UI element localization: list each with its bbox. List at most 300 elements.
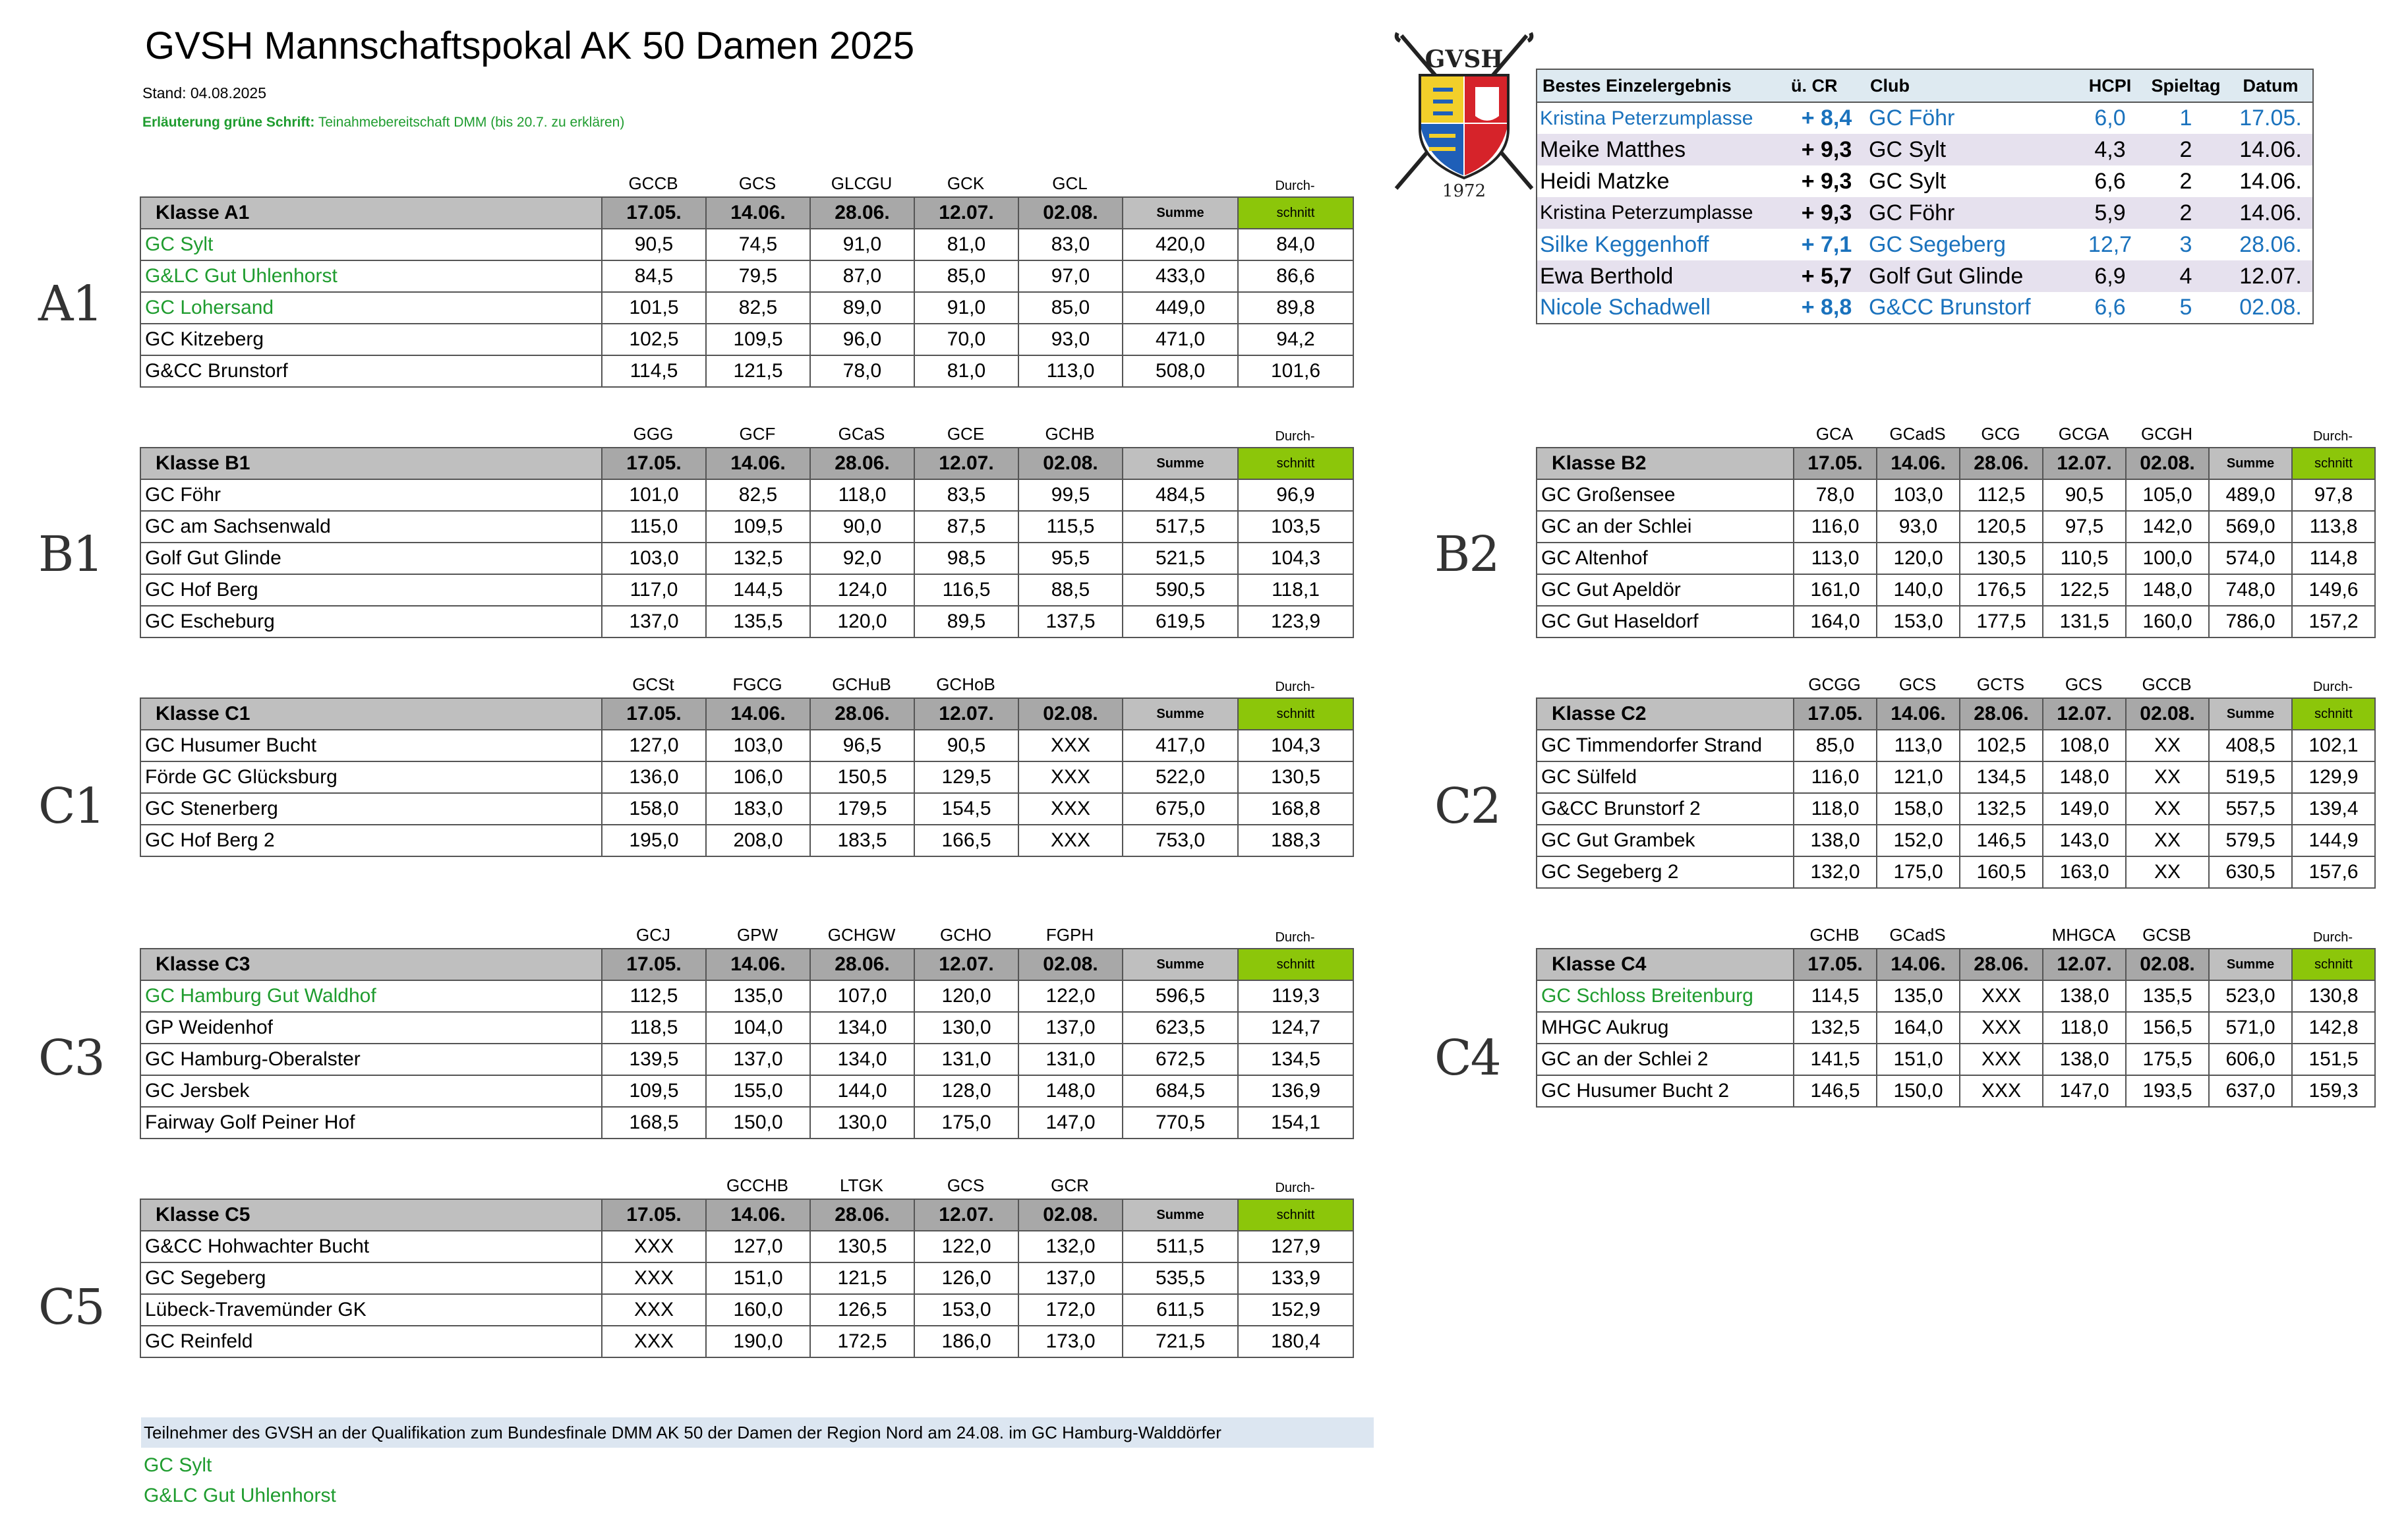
score-cell: 120,0 [1877, 543, 1960, 574]
class-table-c4 [1536, 916, 2376, 1108]
class-table-c3 [140, 916, 1354, 1139]
score-cell: 127,0 [706, 1231, 810, 1262]
club-code: GCS [1898, 674, 1937, 694]
match-date: 12.07. [914, 698, 1018, 730]
schnitt-cell: 133,9 [1238, 1262, 1353, 1294]
player-club: G&CC Brunstorf [1869, 295, 2031, 320]
club-code: GCG [1981, 424, 2020, 444]
score-cell: 142,0 [2126, 511, 2209, 543]
table-row [140, 355, 1353, 387]
score-cell: 109,5 [602, 1075, 706, 1107]
club-code: GCTS [1976, 674, 2025, 694]
match-date: 12.07. [914, 1199, 1018, 1231]
score-cell: 87,0 [810, 260, 914, 292]
class-table-b1 [140, 415, 1354, 638]
over-cr: + 7,1 [1801, 231, 1852, 257]
table-row [140, 292, 1353, 324]
club-code: GCadS [1889, 424, 1946, 444]
schnitt-cell: 134,5 [1238, 1044, 1353, 1075]
player-club: GC Sylt [1866, 134, 2077, 165]
best-header-cell: Club [1866, 69, 2077, 102]
score-cell: 177,5 [1960, 606, 2043, 637]
team-name: GC Timmendorfer Strand [1537, 730, 1794, 761]
match-date: 12.07. [914, 197, 1018, 229]
class-label-a1: A1 [38, 276, 102, 332]
summe-cell: 596,5 [1123, 980, 1238, 1012]
score-cell: 126,5 [810, 1294, 914, 1326]
schnitt-cell: 89,8 [1238, 292, 1353, 324]
club-code: GCHoB [936, 674, 995, 694]
score-cell: 96,0 [810, 324, 914, 355]
player-datum: 28.06. [2239, 231, 2302, 257]
club-code-row [1536, 916, 2374, 948]
club-code: GCCB [2142, 674, 2192, 694]
summe-cell: 508,0 [1123, 355, 1238, 387]
score-cell: 118,0 [1794, 793, 1877, 825]
player-datum: 17.05. [2239, 105, 2302, 131]
score-cell: 74,5 [706, 229, 810, 260]
table-row [140, 730, 1353, 761]
class-name: Klasse C1 [140, 698, 602, 730]
schnitt-cell: 103,5 [1238, 511, 1353, 543]
club-code: FGCG [732, 674, 782, 694]
team-name: GC am Sachsenwald [140, 511, 602, 543]
team-name: G&CC Brunstorf 2 [1537, 793, 1794, 825]
match-date: 28.06. [1960, 949, 2043, 980]
score-cell: 131,5 [2043, 606, 2126, 637]
score-cell: 110,5 [2043, 543, 2126, 574]
schnitt-cell: 159,3 [2292, 1075, 2375, 1107]
team-name: GC Gut Apeldör [1537, 574, 1794, 606]
score-cell: 173,0 [1018, 1326, 1123, 1357]
score-cell: 78,0 [1794, 479, 1877, 511]
schnitt-cell: 124,7 [1238, 1012, 1353, 1044]
table-row [1537, 1044, 2375, 1075]
best-header-cell: ü. CR [1787, 69, 1866, 102]
table-header-row [1537, 448, 2375, 479]
class-label-c5: C5 [38, 1279, 104, 1336]
table-row [140, 761, 1353, 793]
team-name: GC Altenhof [1537, 543, 1794, 574]
score-cell: 130,5 [810, 1231, 914, 1262]
results-table [140, 1199, 1354, 1358]
club-code-row [1536, 415, 2374, 447]
score-cell: 113,0 [1794, 543, 1877, 574]
table-row [140, 229, 1353, 260]
summe-header: Summe [1123, 448, 1238, 479]
score-cell: 128,0 [914, 1075, 1018, 1107]
table-header-row [140, 698, 1353, 730]
class-table-c5 [140, 1167, 1354, 1358]
score-cell: 130,5 [1960, 543, 2043, 574]
class-name: Klasse C2 [1537, 698, 1794, 730]
summe-cell: 523,0 [2209, 980, 2292, 1012]
schnitt-cell: 86,6 [1238, 260, 1353, 292]
club-code: GCHGW [827, 925, 896, 945]
score-cell: 132,5 [706, 543, 810, 574]
score-cell: 176,5 [1960, 574, 2043, 606]
score-cell: 151,0 [1877, 1044, 1960, 1075]
score-cell: 147,0 [2043, 1075, 2126, 1107]
score-cell: 164,0 [1794, 606, 1877, 637]
score-cell: XXX [1960, 1075, 2043, 1107]
table-row [1537, 825, 2375, 856]
score-cell: 117,0 [602, 574, 706, 606]
score-cell: 138,0 [2043, 1044, 2126, 1075]
player-name: Kristina Peterzumplasse [1540, 107, 1753, 129]
table-row [140, 1231, 1353, 1262]
results-table [140, 196, 1354, 388]
score-cell: 138,0 [2043, 980, 2126, 1012]
score-cell: 132,0 [1018, 1231, 1123, 1262]
score-cell: 144,0 [810, 1075, 914, 1107]
club-code: GCS [2065, 674, 2103, 694]
score-cell: 90,5 [914, 730, 1018, 761]
match-date: 02.08. [1018, 949, 1123, 980]
match-date: 14.06. [1877, 949, 1960, 980]
score-cell: 151,0 [706, 1262, 810, 1294]
durchschnitt-label-top: Durch- [2312, 930, 2353, 945]
legend-note-text: Teinahmebereitschaft DMM (bis 20.7. zu erklären) [318, 115, 625, 130]
score-cell: 146,5 [1794, 1075, 1877, 1107]
score-cell: 78,0 [810, 355, 914, 387]
table-header-row [140, 197, 1353, 229]
summe-header: Summe [1123, 698, 1238, 730]
class-label-c3: C3 [38, 1030, 104, 1086]
match-date: 17.05. [1794, 698, 1877, 730]
score-cell: 85,0 [914, 260, 1018, 292]
score-cell: 118,0 [810, 479, 914, 511]
team-name: G&LC Gut Uhlenhorst [140, 260, 602, 292]
team-name: GC Hof Berg 2 [140, 825, 602, 856]
team-name: G&CC Brunstorf [140, 355, 602, 387]
score-cell: 93,0 [1877, 511, 1960, 543]
schnitt-header: schnitt [1238, 448, 1353, 479]
club-code: GCR [1051, 1175, 1089, 1195]
match-date: 14.06. [706, 1199, 810, 1231]
table-row [140, 260, 1353, 292]
score-cell: 179,5 [810, 793, 914, 825]
summe-cell: 672,5 [1123, 1044, 1238, 1075]
stand-date: Stand: 04.08.2025 [142, 84, 266, 102]
match-date: 12.07. [914, 448, 1018, 479]
table-header-row [140, 448, 1353, 479]
score-cell: 134,5 [1960, 761, 2043, 793]
score-cell: 208,0 [706, 825, 810, 856]
club-code: GCGG [1808, 674, 1861, 694]
score-cell: 131,0 [914, 1044, 1018, 1075]
score-cell: 114,5 [602, 355, 706, 387]
class-name: Klasse B2 [1537, 448, 1794, 479]
match-date: 12.07. [914, 949, 1018, 980]
schnitt-cell: 97,8 [2292, 479, 2375, 511]
score-cell: 156,5 [2126, 1012, 2209, 1044]
score-cell: 140,0 [1877, 574, 1960, 606]
club-code: GCCHB [726, 1175, 788, 1195]
table-row [1537, 479, 2375, 511]
score-cell: 97,5 [2043, 511, 2126, 543]
class-table-b2 [1536, 415, 2376, 638]
summe-cell: 522,0 [1123, 761, 1238, 793]
score-cell: XXX [602, 1326, 706, 1357]
schnitt-header: schnitt [2292, 698, 2375, 730]
table-row [140, 479, 1353, 511]
club-code: GCHO [940, 925, 991, 945]
player-hcpi: 6,0 [2094, 105, 2126, 131]
score-cell: 148,0 [2126, 574, 2209, 606]
club-code: GCJ [636, 925, 670, 945]
score-cell: 107,0 [810, 980, 914, 1012]
durchschnitt-label-top: Durch- [1275, 429, 1315, 444]
score-cell: 82,5 [706, 292, 810, 324]
club-code: GLCGU [831, 173, 893, 193]
summe-cell: 489,0 [2209, 479, 2292, 511]
club-code: FGPH [1045, 925, 1094, 945]
score-cell: 127,0 [602, 730, 706, 761]
score-cell: 172,0 [1018, 1294, 1123, 1326]
score-cell: XXX [602, 1262, 706, 1294]
schnitt-cell: 96,9 [1238, 479, 1353, 511]
over-cr: + 9,3 [1787, 197, 1866, 229]
score-cell: 137,0 [1018, 1012, 1123, 1044]
score-cell: 113,0 [1018, 355, 1123, 387]
score-cell: 118,5 [602, 1012, 706, 1044]
club-code-row [1536, 666, 2374, 697]
score-cell: 101,0 [602, 479, 706, 511]
table-row [1537, 511, 2375, 543]
team-name: G&CC Hohwachter Bucht [140, 1231, 602, 1262]
class-label-c2: C2 [1434, 778, 1500, 835]
score-cell: 89,0 [810, 292, 914, 324]
schnitt-cell: 129,9 [2292, 761, 2375, 793]
score-cell: 82,5 [706, 479, 810, 511]
score-cell: 147,0 [1018, 1107, 1123, 1139]
schnitt-cell: 104,3 [1238, 730, 1353, 761]
score-cell: 112,5 [1960, 479, 2043, 511]
score-cell: XXX [1018, 730, 1123, 761]
best-row [1537, 197, 2313, 229]
summe-header: Summe [2209, 698, 2292, 730]
score-cell: 183,5 [810, 825, 914, 856]
score-cell: XXX [602, 1294, 706, 1326]
summe-cell: 630,5 [2209, 856, 2292, 888]
score-cell: XX [2126, 793, 2209, 825]
score-cell: 164,0 [1877, 1012, 1960, 1044]
legend-note [142, 115, 624, 131]
summe-cell: 675,0 [1123, 793, 1238, 825]
score-cell: 132,5 [1794, 1012, 1877, 1044]
results-table [1536, 697, 2376, 889]
results-table [1536, 447, 2376, 638]
score-cell: 134,0 [810, 1044, 914, 1075]
match-date: 12.07. [2043, 949, 2126, 980]
score-cell: 96,5 [810, 730, 914, 761]
score-cell: 130,0 [810, 1107, 914, 1139]
player-spieltag: 2 [2179, 168, 2192, 194]
team-name: Fairway Golf Peiner Hof [140, 1107, 602, 1139]
player-name: Nicole Schadwell [1540, 295, 1711, 320]
club-code: GCHB [1809, 925, 1860, 945]
summe-cell: 521,5 [1123, 543, 1238, 574]
score-cell: XX [2126, 825, 2209, 856]
score-cell: 150,0 [1877, 1075, 1960, 1107]
score-cell: 154,5 [914, 793, 1018, 825]
best-header-cell: HCPI [2077, 69, 2143, 102]
summe-header: Summe [2209, 448, 2292, 479]
over-cr: + 9,3 [1787, 134, 1866, 165]
schnitt-header: schnitt [1238, 197, 1353, 229]
score-cell: 100,0 [2126, 543, 2209, 574]
score-cell: 79,5 [706, 260, 810, 292]
summe-cell: 557,5 [2209, 793, 2292, 825]
summe-cell: 753,0 [1123, 825, 1238, 856]
player-name: Silke Keggenhoff [1540, 231, 1709, 257]
schnitt-cell: 139,4 [2292, 793, 2375, 825]
score-cell: 83,5 [914, 479, 1018, 511]
team-name: GC Sylt [140, 229, 602, 260]
logo-year: 1972 [1442, 181, 1486, 201]
class-label-c4: C4 [1434, 1030, 1500, 1086]
score-cell: 122,5 [2043, 574, 2126, 606]
best-row [1537, 260, 2313, 292]
score-cell: XXX [1960, 980, 2043, 1012]
table-row [140, 543, 1353, 574]
schnitt-cell: 118,1 [1238, 574, 1353, 606]
player-club: GC Sylt [1869, 168, 1947, 194]
match-date: 28.06. [810, 698, 914, 730]
score-cell: 183,0 [706, 793, 810, 825]
score-cell: 114,5 [1794, 980, 1877, 1012]
table-row [1537, 543, 2375, 574]
score-cell: 150,0 [706, 1107, 810, 1139]
match-date: 14.06. [706, 949, 810, 980]
score-cell: 160,0 [2126, 606, 2209, 637]
match-date: 28.06. [1960, 698, 2043, 730]
summe-cell: 786,0 [2209, 606, 2292, 637]
best-header-cell: Datum [2229, 69, 2313, 102]
club-code: GCL [1052, 173, 1088, 193]
table-row [140, 980, 1353, 1012]
score-cell: XX [2126, 761, 2209, 793]
table-header-row [1537, 698, 2375, 730]
table-row [1537, 574, 2375, 606]
team-name: GC Lohersand [140, 292, 602, 324]
class-label-b1: B1 [38, 526, 103, 583]
schnitt-header: schnitt [1238, 698, 1353, 730]
team-name: GC Husumer Bucht 2 [1537, 1075, 1794, 1107]
summe-cell: 511,5 [1123, 1231, 1238, 1262]
score-cell: 143,0 [2043, 825, 2126, 856]
table-header-row [140, 1199, 1353, 1231]
score-cell: XXX [1018, 761, 1123, 793]
summe-cell: 471,0 [1123, 324, 1238, 355]
table-row [140, 793, 1353, 825]
schnitt-cell: 151,5 [2292, 1044, 2375, 1075]
club-code-row [140, 666, 1353, 697]
schnitt-cell: 168,8 [1238, 793, 1353, 825]
score-cell: 106,0 [706, 761, 810, 793]
club-code: GCGH [2141, 424, 2192, 444]
summe-cell: 535,5 [1123, 1262, 1238, 1294]
schnitt-cell: 113,8 [2292, 511, 2375, 543]
results-table [140, 697, 1354, 857]
results-table [1536, 948, 2376, 1108]
score-cell: 124,0 [810, 574, 914, 606]
qualification-note: Teilnehmer des GVSH an der Qualifikation zum Bundesfinale DMM AK 50 der Damen der Region Nord am 24.08. im GC Hamburg-Walddörfer [141, 1417, 1374, 1448]
score-cell: 137,0 [1018, 1262, 1123, 1294]
team-name: GC an der Schlei 2 [1537, 1044, 1794, 1075]
team-name: MHGC Aukrug [1537, 1012, 1794, 1044]
match-date: 14.06. [1877, 448, 1960, 479]
table-row [140, 574, 1353, 606]
gvsh-logo [1391, 24, 1537, 202]
summe-header: Summe [2209, 949, 2292, 980]
table-row [1537, 793, 2375, 825]
score-cell: 99,5 [1018, 479, 1123, 511]
score-cell: 190,0 [706, 1326, 810, 1357]
qualified-club: GC Sylt [144, 1454, 212, 1476]
score-cell: 81,0 [914, 355, 1018, 387]
score-cell: 129,5 [914, 761, 1018, 793]
schnitt-cell: 157,2 [2292, 606, 2375, 637]
team-name: GC Husumer Bucht [140, 730, 602, 761]
schnitt-cell: 104,3 [1238, 543, 1353, 574]
match-date: 17.05. [1794, 949, 1877, 980]
summe-cell: 574,0 [2209, 543, 2292, 574]
best-header-cell: Spieltag [2143, 69, 2229, 102]
results-table [140, 948, 1354, 1139]
table-row [140, 1012, 1353, 1044]
club-code: GCadS [1889, 925, 1946, 945]
table-row [140, 606, 1353, 637]
score-cell: 92,0 [810, 543, 914, 574]
player-name: Ewa Berthold [1537, 260, 1787, 292]
page-title: GVSH Mannschaftspokal AK 50 Damen 2025 [145, 24, 915, 67]
table-row [1537, 1075, 2375, 1107]
best-row [1537, 165, 2313, 197]
schnitt-cell: 154,1 [1238, 1107, 1353, 1139]
score-cell: 149,0 [2043, 793, 2126, 825]
score-cell: 137,0 [706, 1044, 810, 1075]
club-code: GCE [947, 424, 985, 444]
best-results-table [1536, 69, 2314, 324]
logo-text: GVSH [1424, 45, 1504, 73]
score-cell: XXX [1018, 825, 1123, 856]
player-name: Heidi Matzke [1540, 168, 1670, 194]
score-cell: 97,0 [1018, 260, 1123, 292]
club-code: MHGCA [2051, 925, 2116, 945]
score-cell: XXX [1960, 1012, 2043, 1044]
schnitt-cell: 157,6 [2292, 856, 2375, 888]
club-code: GCHuB [832, 674, 891, 694]
results-table [140, 447, 1354, 638]
club-code: GCHB [1045, 424, 1095, 444]
table-row [140, 1044, 1353, 1075]
player-hcpi: 4,3 [2077, 134, 2143, 165]
score-cell: 135,0 [1877, 980, 1960, 1012]
class-name: Klasse C5 [140, 1199, 602, 1231]
score-cell: 87,5 [914, 511, 1018, 543]
match-date: 02.08. [2126, 949, 2209, 980]
score-cell: 101,5 [602, 292, 706, 324]
summe-cell: 637,0 [2209, 1075, 2292, 1107]
table-row [140, 1262, 1353, 1294]
team-name: GC Escheburg [140, 606, 602, 637]
team-name: GC Hamburg Gut Waldhof [140, 980, 602, 1012]
class-label-c1: C1 [38, 778, 104, 835]
score-cell: 158,0 [1877, 793, 1960, 825]
schnitt-cell: 152,9 [1238, 1294, 1353, 1326]
